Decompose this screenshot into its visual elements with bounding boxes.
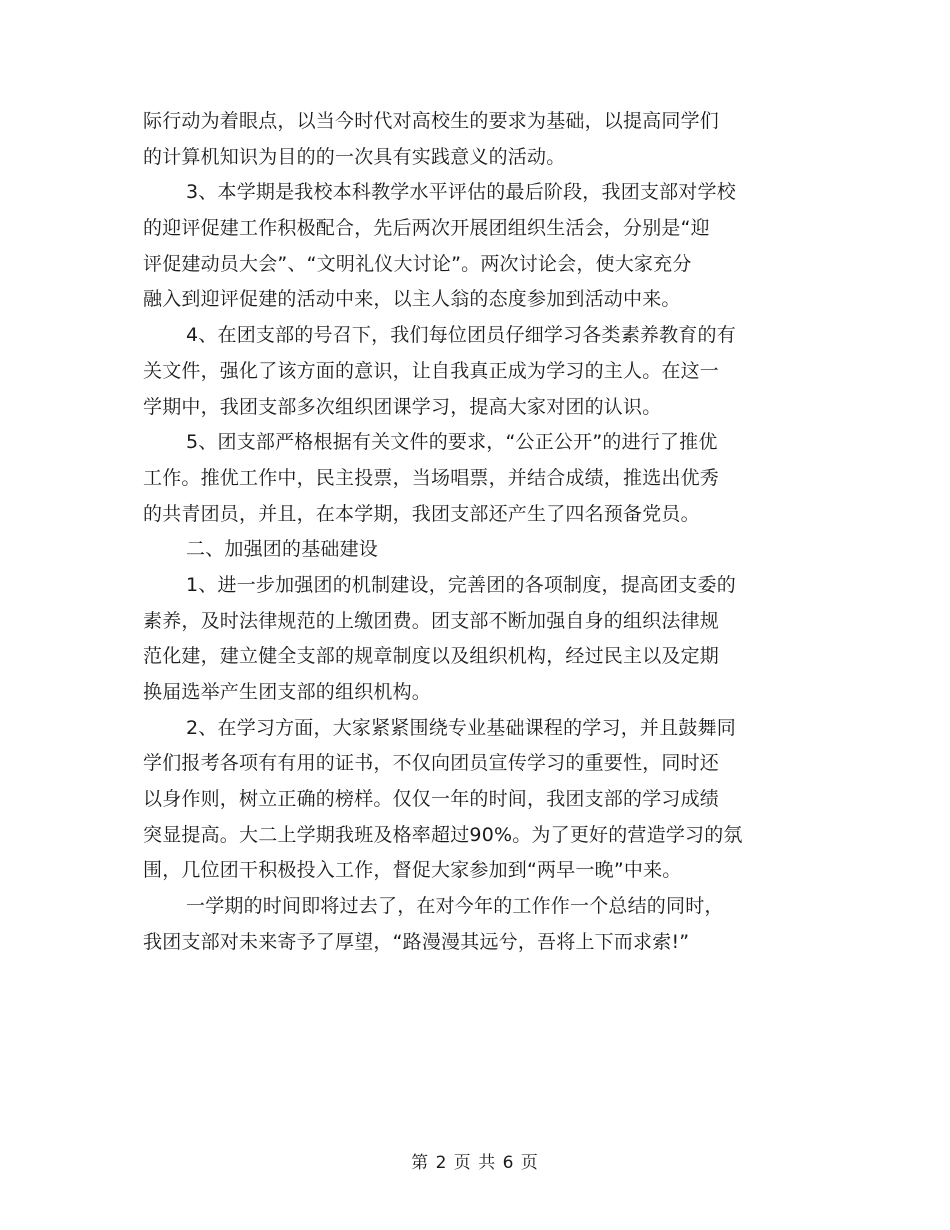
page-footer: 第 2 页 共 6 页 [411,1153,539,1173]
text-line: 围，几位团干积极投入工作，督促大家参加到“两早一晚”中来。 [143,859,682,882]
text-line: 的计算机知识为目的的一次具有实践意义的活动。 [143,145,566,168]
text-line: 4、在团支部的号召下，我们每位团员仔细学习各类素养教育的有 [186,324,736,347]
text-line: 5、团支部严格根据有关文件的要求，“公正公开”的进行了推优 [186,431,718,454]
text-line: 融入到迎评促建的活动中来，以主人翁的态度参加到活动中来。 [143,288,681,311]
text-line: 1、进一步加强团的机制建设，完善团的各项制度，提高团支委的 [186,573,736,596]
text-line: 2、在学习方面，大家紧紧围绕专业基础课程的学习，并且鼓舞同 [186,716,736,739]
text-line: 突显提高。大二上学期我班及格率超过90%。为了更好的营造学习的氛 [143,823,743,846]
text-line: 的迎评促建工作积极配合，先后两次开展团组织生活会，分别是“迎 [143,217,710,240]
text-line: 关文件，强化了该方面的意识，让自我真正成为学习的主人。在这一 [143,359,720,382]
text-line: 学期中，我团支部多次组织团课学习，提高大家对团的认识。 [143,395,662,418]
text-line: 一学期的时间即将过去了，在对今年的工作作一个总结的同时， [186,895,724,918]
text-line: 我团支部对未来寄予了厚望，“路漫漫其远兮，吾将上下而求索!” [143,930,690,953]
text-line: 工作。推优工作中，民主投票，当场唱票，并结合成绩，推选出优秀 [143,466,720,489]
text-line: 换届选举产生团支部的组织机构。 [143,681,432,703]
text-line: 评促建动员大会”、“文明礼仪大讨论”。两次讨论会，使大家充分 [143,252,692,275]
text-line: 素养，及时法律规范的上缴团费。团支部不断加强自身的组织法律规 [143,609,720,632]
text-line: 学们报考各项有有用的证书，不仅向团员宣传学习的重要性，同时还 [143,752,720,775]
text-line: 以身作则，树立正确的榜样。仅仅一年的时间，我团支部的学习成绩 [143,788,720,811]
text-line: 3、本学期是我校本科教学水平评估的最后阶段，我团支部对学校 [186,181,736,204]
text-line: 的共青团员，并且，在本学期，我团支部还产生了四名预备党员。 [143,502,700,525]
text-line: 际行动为着眼点，以当今时代对高校生的要求为基础，以提高同学们 [143,110,720,132]
document-body [143,104,815,961]
text-line: 二、加强团的基础建设 [186,538,379,561]
text-line: 范化建，建立健全支部的规章制度以及组织机构，经过民主以及定期 [143,645,720,668]
